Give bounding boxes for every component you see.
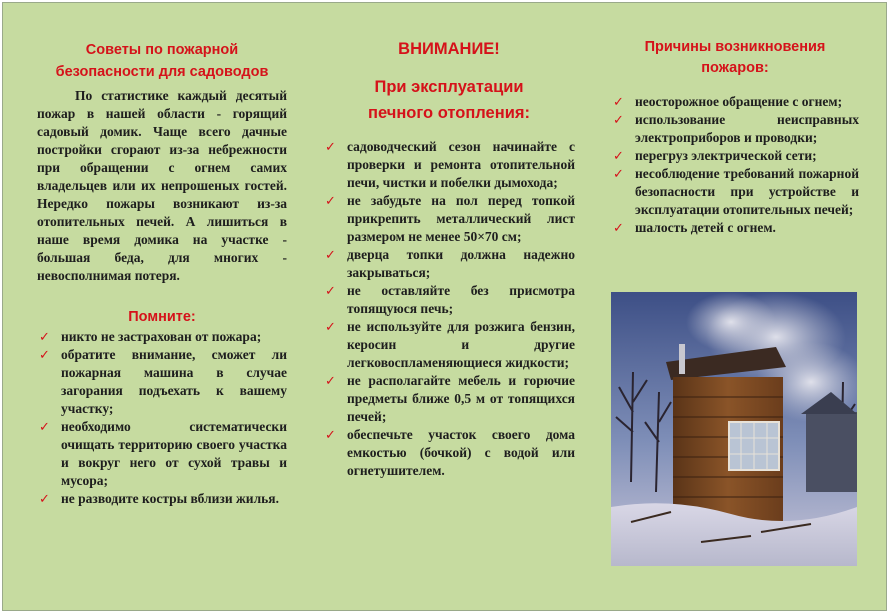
list-item: ✓ не разводите костры вблизи жилья. xyxy=(39,491,279,507)
remember-title: Помните: xyxy=(128,309,196,325)
list-item: ✓ никто не застрахован от пожара; xyxy=(39,329,262,345)
list-item: ✓ необходимо систематически очищать территорию своего участка и вокруг него от сухой травы и мусора; xyxy=(39,419,287,488)
checkmark-icon: ✓ xyxy=(613,95,624,110)
checkmark-icon: ✓ xyxy=(613,149,624,164)
right-column xyxy=(611,3,859,237)
checkmark-icon: ✓ xyxy=(325,428,336,443)
fire-causes-list xyxy=(611,93,859,237)
left-column xyxy=(37,3,287,508)
list-item: ✓ неосторожное обращение с огнем; xyxy=(613,94,843,110)
list-item: ✓ перегруз электрической сети; xyxy=(613,148,817,164)
checkmark-icon: ✓ xyxy=(39,330,50,345)
checkmark-icon: ✓ xyxy=(325,140,336,155)
checkmark-icon: ✓ xyxy=(613,113,624,128)
list-item: ✓ обратите внимание, сможет ли пожарная машина в случае загорания подъехать к вашему участку; xyxy=(39,347,287,416)
statistics-paragraph: По статистике каждый десятый пожар в нашей области - горящий садовый домик. Чаще всего дачные постройки сгорают из-за небрежности при обращении с огнем самих владельцев или их непрошеных гостей. Нередко пожары возникают из-за отопительных печей. А лишиться в наше время домика на участке - большая беда, для многих - невосполнимая потеря. xyxy=(37,88,287,283)
list-item: ✓ несоблюдение требований пожарной безопасности при устройстве и эксплуатации отопительных печей; xyxy=(613,166,859,217)
fire-causes-title: Причины возникновения пожаров: xyxy=(644,39,826,76)
list-item: ✓ не оставляйте без присмотра топящуюся печь; xyxy=(325,283,575,316)
checkmark-icon: ✓ xyxy=(39,420,50,435)
list-item: ✓ обеспечьте участок своего дома емкостью (бочкой) с водой или огнетушителем. xyxy=(325,427,575,478)
stove-rules-list xyxy=(323,138,575,480)
checkmark-icon: ✓ xyxy=(325,320,336,335)
attention-title: ВНИМАНИЕ! xyxy=(398,40,500,58)
checkmark-icon: ✓ xyxy=(613,221,624,236)
checkmark-icon: ✓ xyxy=(39,348,50,363)
stove-heating-subtitle: При эксплуатации печного отопления: xyxy=(368,78,530,122)
list-item: ✓ не располагайте мебель и горючие предметы ближе 0,5 м от топящихся печей; xyxy=(325,373,575,424)
list-item: ✓ дверца топки должна надежно закрываться; xyxy=(325,247,575,280)
list-item: ✓ не забудьте на пол перед топкой прикрепить металлический лист размером не менее 50×70 см; xyxy=(325,193,575,244)
checkmark-icon: ✓ xyxy=(613,167,624,182)
burning-house-photo xyxy=(611,292,857,566)
list-item: ✓ использование неисправных электроприборов и проводки; xyxy=(613,112,859,145)
brochure-page xyxy=(2,2,887,611)
checkmark-icon: ✓ xyxy=(325,284,336,299)
checkmark-icon: ✓ xyxy=(325,374,336,389)
list-item: ✓ шалость детей с огнем. xyxy=(613,220,776,236)
checkmark-icon: ✓ xyxy=(325,248,336,263)
checkmark-icon: ✓ xyxy=(39,492,50,507)
checkmark-icon: ✓ xyxy=(325,194,336,209)
list-item: ✓ не используйте для розжига бензин, керосин и другие легковоспламеняющиеся жидкости; xyxy=(325,319,575,370)
left-title: Советы по пожарной безопасности для садоводов xyxy=(55,42,269,80)
list-item: ✓ садоводческий сезон начинайте с проверки и ремонта отопительной печи, чистки и побелки дымохода; xyxy=(325,139,575,190)
middle-column xyxy=(323,3,575,480)
remember-list xyxy=(37,328,287,508)
